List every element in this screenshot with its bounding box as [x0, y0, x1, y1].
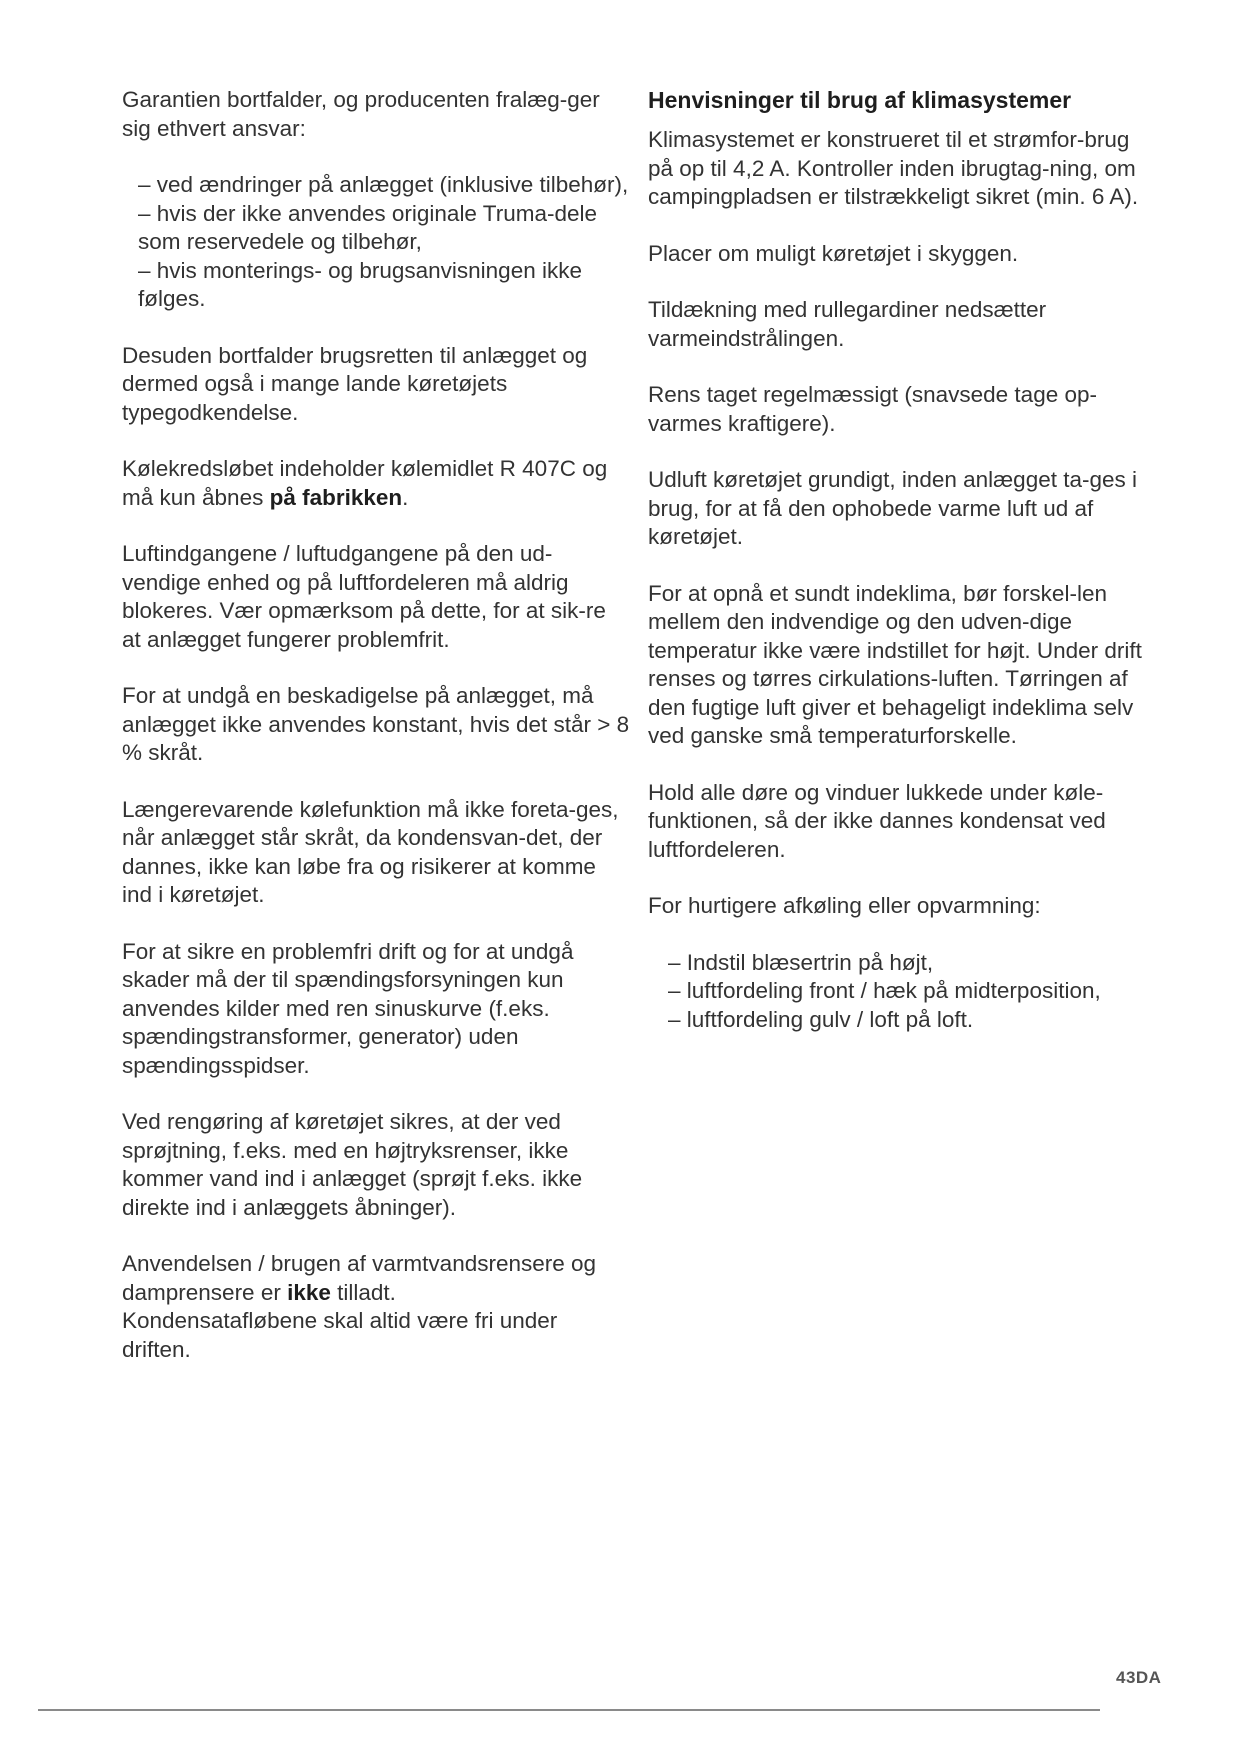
list-item: – luftfordeling gulv / loft på loft.: [668, 1006, 974, 1032]
warranty-conditions-list: [122, 171, 630, 314]
refrigerant-paragraph: [122, 455, 630, 512]
ventilate-paragraph: Udluft køretøjet grundigt, inden anlægget ta-ges i brug, for at få den ophobede varme luft ud af køretøjet.: [648, 467, 1138, 549]
refrigerant-emphasis: på fabrikken: [269, 484, 403, 510]
left-column: [122, 86, 630, 1392]
footer-divider: [38, 1709, 1100, 1711]
power-supply-paragraph: For at sikre en problemfri drift og for at undgå skader må der til spændingsforsyningen kun anvendes kilder med ren sinuskurve (f.eks. spændingstransformer, generator) uden spændingsspidser.: [122, 938, 574, 1078]
list-item: – ved ændringer på anlægget (inklusive tilbehør),: [138, 172, 629, 197]
air-inlets-paragraph: Luftindgangene / luftudgangene på den ud-vendige enhed og på luftfordeleren må aldrig blokeres. Vær opmærksom på dette, for at sik-re at anlægget fungerer problemfrit.: [122, 541, 606, 652]
warranty-intro: Garantien bortfalder, og producenten fralæg-ger sig ethvert ansvar:: [122, 87, 600, 141]
list-item: – hvis der ikke anvendes originale Truma-dele som reservedele og tilbehør,: [138, 200, 597, 254]
roof-paragraph: Rens taget regelmæssigt (snavsede tage op-varmes kraftigere).: [648, 382, 1097, 436]
tilt-paragraph: For at undgå en beskadigelse på anlægget, må anlægget ikke anvendes konstant, hvis det står > 8 % skråt.: [122, 683, 630, 765]
faster-cooling-intro: For hurtigere afkøling eller opvarmning:: [648, 893, 1041, 918]
list-item: – hvis monterings- og brugsanvisningen ikke følges.: [138, 257, 582, 311]
cleaning-paragraph: Ved rengøring af køretøjet sikres, at der ved sprøjtning, f.eks. med en højtryksrenser, ikke kommer vand ind i anlægget (sprøjt f.eks. ikke direkte ind i anlæggets åbninger).: [122, 1109, 583, 1220]
right-column: [648, 86, 1158, 1062]
usage-right-paragraph: Desuden bortfalder brugsretten til anlægget og dermed også i mange lande køretøjets typegodkendelse.: [122, 342, 588, 425]
condensate-paragraph: Længerevarende kølefunktion må ikke foreta-ges, når anlægget står skråt, da kondensvan-det, der dannes, ikke kan løbe fra og risikerer at komme ind i køretøjet.: [122, 796, 619, 907]
refrigerant-text: Kølekredsløbet indeholder kølemidlet R 407C og må kun åbnes: [122, 456, 608, 510]
power-consumption-paragraph: Klimasystemet er konstrueret til et strømfor-brug på op til 4,2 A. Kontroller inden ibrugtag-ning, om campingpladsen er tilstrækkeligt sikret (min. 6 A).: [648, 127, 1139, 209]
steam-text: Anvendelsen / brugen af varmtvandsrensere og damprensere er: [122, 1251, 597, 1305]
doors-paragraph: Hold alle døre og vinduer lukkede under køle-funktionen, så der ikke dannes kondensat ved luftfordeleren.: [648, 779, 1106, 862]
steam-end: tilladt.: [330, 1279, 396, 1305]
steam-emphasis: ikke: [287, 1279, 331, 1305]
list-item: – Indstil blæsertrin på højt,: [668, 949, 934, 975]
refrigerant-end: .: [402, 484, 409, 510]
climate-paragraph: For at opnå et sundt indeklima, bør forskel-len mellem den indvendige og den udven-dige temperatur ikke være indstillet for højt. Under drift renses og tørres cirkulations-luften. Tørringen af den fugtige luft giver et behageligt indeklima selv ved ganske små temperaturforskelle.: [648, 580, 1142, 748]
faster-cooling-steps: [648, 949, 1158, 1035]
drain-text: Kondensatafløbene skal altid være fri under driften.: [122, 1308, 558, 1362]
page-number: 43DA: [1116, 1668, 1162, 1687]
section-heading: Henvisninger til brug af klimasystemer: [648, 87, 1072, 113]
shade-paragraph: Placer om muligt køretøjet i skyggen.: [648, 240, 1019, 266]
steam-cleaner-paragraph: [122, 1250, 630, 1364]
blinds-paragraph: Tildækning med rullegardiner nedsætter varmeindstrålingen.: [648, 297, 1047, 351]
list-item: – luftfordeling front / hæk på midterposition,: [668, 978, 1101, 1003]
